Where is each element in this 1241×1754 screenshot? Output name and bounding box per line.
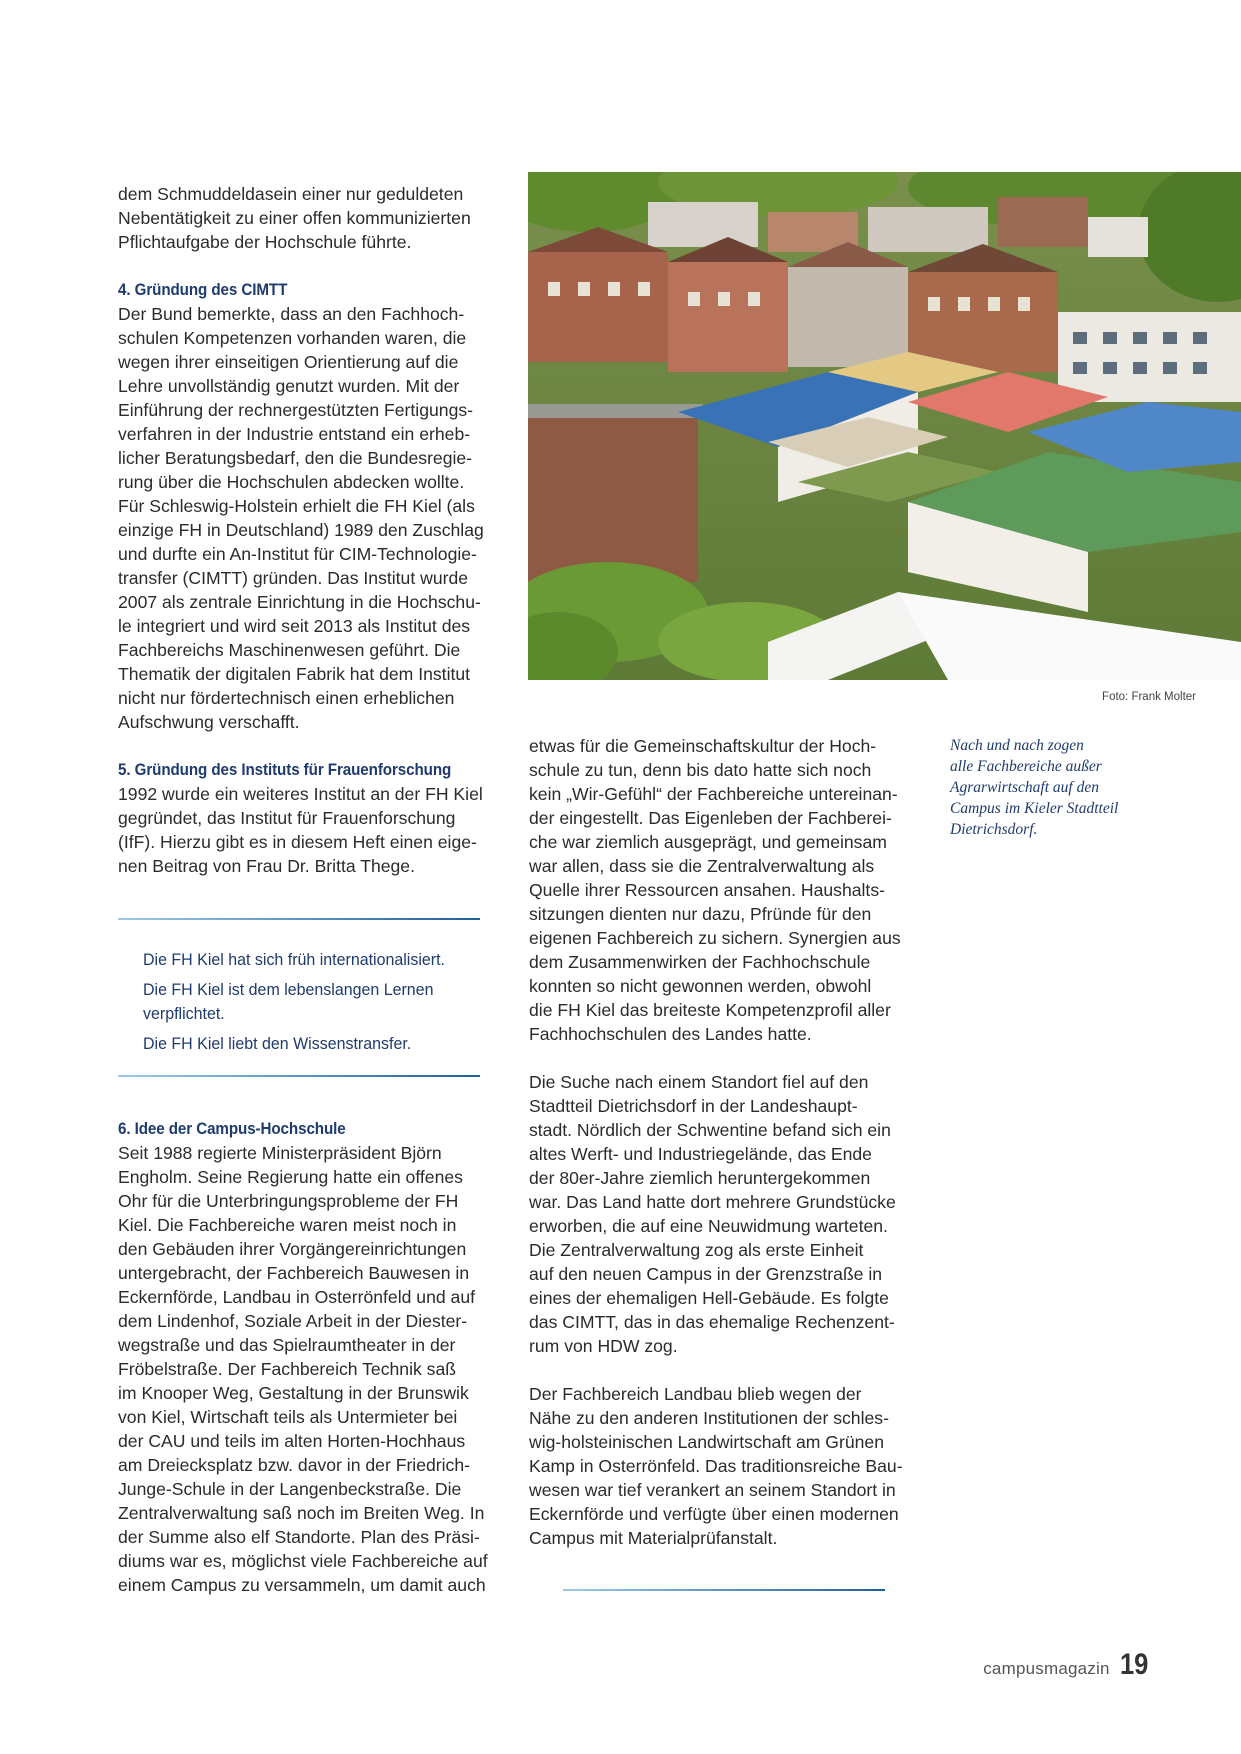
pullquote-line: Die FH Kiel ist dem lebenslangen Lernen bbox=[143, 980, 434, 999]
left-column bbox=[118, 182, 508, 878]
text-line: dem Zusammenwirken der Fachhochschule bbox=[529, 952, 871, 972]
text-line: verfahren in der Industrie entstand ein erheb- bbox=[118, 424, 471, 444]
photo-caption bbox=[950, 735, 1140, 840]
text-line: Lehre unvollständig genutzt wurden. Mit der bbox=[118, 376, 460, 396]
text-line: Campus mit Materialprüfanstalt. bbox=[529, 1528, 778, 1548]
section-heading-6: 6. Idee der Campus-Hochschule bbox=[118, 1120, 346, 1138]
caption-line: Dietrichsdorf. bbox=[950, 821, 1038, 838]
text-line: Nebentätigkeit zu einer offen kommunizierten bbox=[118, 208, 471, 228]
text-line: Pflichtaufgabe der Hochschule führte. bbox=[118, 232, 412, 252]
right-column bbox=[529, 734, 929, 1550]
text-line: gegründet, das Institut für Frauenforschung bbox=[118, 808, 456, 828]
text-line: einem Campus zu versammeln, um damit auch bbox=[118, 1575, 486, 1595]
text-line: wegen ihrer einseitigen Orientierung auf die bbox=[118, 352, 459, 372]
text-line: Für Schleswig-Holstein erhielt die FH Kiel (als bbox=[118, 496, 475, 516]
caption-line: alle Fachbereiche außer bbox=[950, 758, 1102, 775]
text-line: eigenen Fachbereich zu sichern. Synergien aus bbox=[529, 928, 901, 948]
pullquote-line: verpflichtet. bbox=[143, 1004, 225, 1023]
text-line: 2007 als zentrale Einrichtung in die Hochschu- bbox=[118, 592, 481, 612]
text-line: der 80er-Jahre ziemlich heruntergekommen bbox=[529, 1168, 871, 1188]
section-4-paragraph bbox=[118, 302, 508, 734]
right-paragraph-3 bbox=[529, 1382, 929, 1550]
text-line: Quelle ihrer Ressourcen ansahen. Haushalts- bbox=[529, 880, 885, 900]
text-line: Thematik der digitalen Fabrik hat dem Institut bbox=[118, 664, 471, 684]
text-line: untergebracht, der Fachbereich Bauwesen in bbox=[118, 1263, 470, 1283]
text-line: Engholm. Seine Regierung hatte ein offenes bbox=[118, 1167, 463, 1187]
text-line: rum von HDW zog. bbox=[529, 1336, 678, 1356]
text-line: (IfF). Hierzu gibt es in diesem Heft einen eige- bbox=[118, 832, 477, 852]
text-line: war allen, dass sie die Zentralverwaltung als bbox=[529, 856, 875, 876]
text-line: konnten so nicht gewonnen werden, obwohl bbox=[529, 976, 872, 996]
campus-aerial-photo-illustration bbox=[528, 172, 1241, 680]
text-line: Eckernförde, Landbau in Osterrönfeld und auf bbox=[118, 1287, 475, 1307]
text-line: im Knooper Weg, Gestaltung in der Brunswik bbox=[118, 1383, 469, 1403]
text-line: Die Suche nach einem Standort fiel auf den bbox=[529, 1072, 869, 1092]
section-6-paragraph bbox=[118, 1141, 508, 1597]
text-line: von Kiel, Wirtschaft teils als Untermieter bei bbox=[118, 1407, 458, 1427]
text-line: dem Lindenhof, Soziale Arbeit in der Diester- bbox=[118, 1311, 468, 1331]
caption-line: Campus im Kieler Stadtteil bbox=[950, 800, 1119, 817]
text-line: wig-holsteinischen Landwirtschaft am Grünen bbox=[529, 1432, 884, 1452]
photo-credit: Foto: Frank Molter bbox=[1102, 691, 1196, 703]
right-paragraph-2 bbox=[529, 1070, 929, 1358]
text-line: erworben, die auf eine Neuwidmung warteten. bbox=[529, 1216, 888, 1236]
text-line: Fröbelstraße. Der Fachbereich Technik saß bbox=[118, 1359, 457, 1379]
text-line: am Dreiecksplatz bzw. davor in der Friedrich- bbox=[118, 1455, 470, 1475]
caption-line: Agrarwirtschaft auf den bbox=[950, 779, 1099, 796]
pullquote-line: Die FH Kiel liebt den Wissenstransfer. bbox=[143, 1034, 412, 1053]
text-line: Der Fachbereich Landbau blieb wegen der bbox=[529, 1384, 862, 1404]
text-line: rung über die Hochschulen abdecken wollte. bbox=[118, 472, 465, 492]
text-line: und durfte ein An-Institut für CIM-Technologie- bbox=[118, 544, 477, 564]
campus-aerial-photo bbox=[528, 172, 1241, 680]
text-line: Nähe zu den anderen Institutionen der schles- bbox=[529, 1408, 889, 1428]
text-line: einzige FH in Deutschland) 1989 den Zuschlag bbox=[118, 520, 484, 540]
pullquote-line: Die FH Kiel hat sich früh internationalisiert. bbox=[143, 950, 445, 969]
magazine-name: campusmagazin bbox=[983, 1659, 1110, 1678]
left-column-lower bbox=[118, 1117, 508, 1597]
text-line: Zentralverwaltung saß noch im Breiten Weg. In bbox=[118, 1503, 485, 1523]
text-line: Kamp in Osterrönfeld. Das traditionsreiche Bau- bbox=[529, 1456, 903, 1476]
text-line: che war ziemlich ausgeprägt, und gemeinsam bbox=[529, 832, 887, 852]
text-line: altes Werft- und Industriegelände, das Ende bbox=[529, 1144, 872, 1164]
right-paragraph-1 bbox=[529, 734, 929, 1046]
right-column-end-rule bbox=[563, 1589, 885, 1591]
caption-line: Nach und nach zogen bbox=[950, 737, 1084, 754]
text-line: schule zu tun, denn bis dato hatte sich noch bbox=[529, 760, 872, 780]
text-line: diums war es, möglichst viele Fachbereiche auf bbox=[118, 1551, 488, 1571]
text-line: Aufschwung verschafft. bbox=[118, 712, 300, 732]
text-line: Seit 1988 regierte Ministerpräsident Björn bbox=[118, 1143, 442, 1163]
text-line: Junge-Schule in der Langenbeckstraße. Die bbox=[118, 1479, 462, 1499]
pullquote-top-rule bbox=[118, 918, 480, 920]
text-line: Fachhochschulen des Landes hatte. bbox=[529, 1024, 812, 1044]
intro-paragraph bbox=[118, 182, 508, 254]
text-line: dem Schmuddeldasein einer nur geduldeten bbox=[118, 184, 464, 204]
text-line: sitzungen dienten nur dazu, Pfründe für den bbox=[529, 904, 872, 924]
text-line: 1992 wurde ein weiteres Institut an der FH Kiel bbox=[118, 784, 483, 804]
text-line: stadt. Nördlich der Schwentine befand sich ein bbox=[529, 1120, 891, 1140]
text-line: das CIMTT, das in das ehemalige Rechenzent- bbox=[529, 1312, 895, 1332]
text-line: der CAU und teils im alten Horten-Hochhaus bbox=[118, 1431, 466, 1451]
section-heading-4: 4. Gründung des CIMTT bbox=[118, 281, 288, 299]
text-line: auf den neuen Campus in der Grenzstraße in bbox=[529, 1264, 883, 1284]
text-line: eines der ehemaligen Hell-Gebäude. Es folgte bbox=[529, 1288, 889, 1308]
text-line: der Summe also elf Standorte. Plan des Präsi- bbox=[118, 1527, 480, 1547]
pullquote bbox=[143, 948, 483, 1056]
text-line: wesen war tief verankert an seinem Standort in bbox=[529, 1480, 896, 1500]
text-line: Einführung der rechnergestützten Fertigungs- bbox=[118, 400, 474, 420]
text-line: transfer (CIMTT) gründen. Das Institut wurde bbox=[118, 568, 469, 588]
text-line: nen Beitrag von Frau Dr. Britta Thege. bbox=[118, 856, 415, 876]
text-line: Ohr für die Unterbringungsprobleme der FH bbox=[118, 1191, 459, 1211]
text-line: Fachbereichs Maschinenwesen geführt. Die bbox=[118, 640, 461, 660]
text-line: war. Das Land hatte dort mehrere Grundstücke bbox=[529, 1192, 896, 1212]
text-line: licher Beratungsbedarf, den die Bundesregie- bbox=[118, 448, 473, 468]
text-line: schulen Kompetenzen vorhanden waren, die bbox=[118, 328, 467, 348]
text-line: Eckernförde und verfügte über einen modernen bbox=[529, 1504, 899, 1524]
section-5-paragraph bbox=[118, 782, 508, 878]
text-line: le integriert und wird seit 2013 als Institut des bbox=[118, 616, 471, 636]
text-line: der eingestellt. Das Eigenleben der Fachberei- bbox=[529, 808, 892, 828]
text-line: Der Bund bemerkte, dass an den Fachhoch- bbox=[118, 304, 465, 324]
text-line: Kiel. Die Fachbereiche waren meist noch in bbox=[118, 1215, 457, 1235]
text-line: wegstraße und das Spielraumtheater in der bbox=[118, 1335, 456, 1355]
text-line: die FH Kiel das breiteste Kompetenzprofil aller bbox=[529, 1000, 891, 1020]
text-line: den Gebäuden ihrer Vorgängereinrichtungen bbox=[118, 1239, 467, 1259]
text-line: nicht nur fördertechnisch einen erheblichen bbox=[118, 688, 455, 708]
text-line: Die Zentralverwaltung zog als erste Einheit bbox=[529, 1240, 864, 1260]
text-line: kein „Wir-Gefühl“ der Fachbereiche untereinan- bbox=[529, 784, 898, 804]
page-footer bbox=[983, 1648, 1153, 1682]
text-line: Stadtteil Dietrichsdorf in der Landeshaupt- bbox=[529, 1096, 858, 1116]
text-line: etwas für die Gemeinschaftskultur der Hoch- bbox=[529, 736, 877, 756]
pullquote-bottom-rule bbox=[118, 1075, 480, 1077]
page-number: 19 bbox=[1119, 1648, 1148, 1681]
section-heading-5: 5. Gründung des Instituts für Frauenforschung bbox=[118, 761, 452, 779]
